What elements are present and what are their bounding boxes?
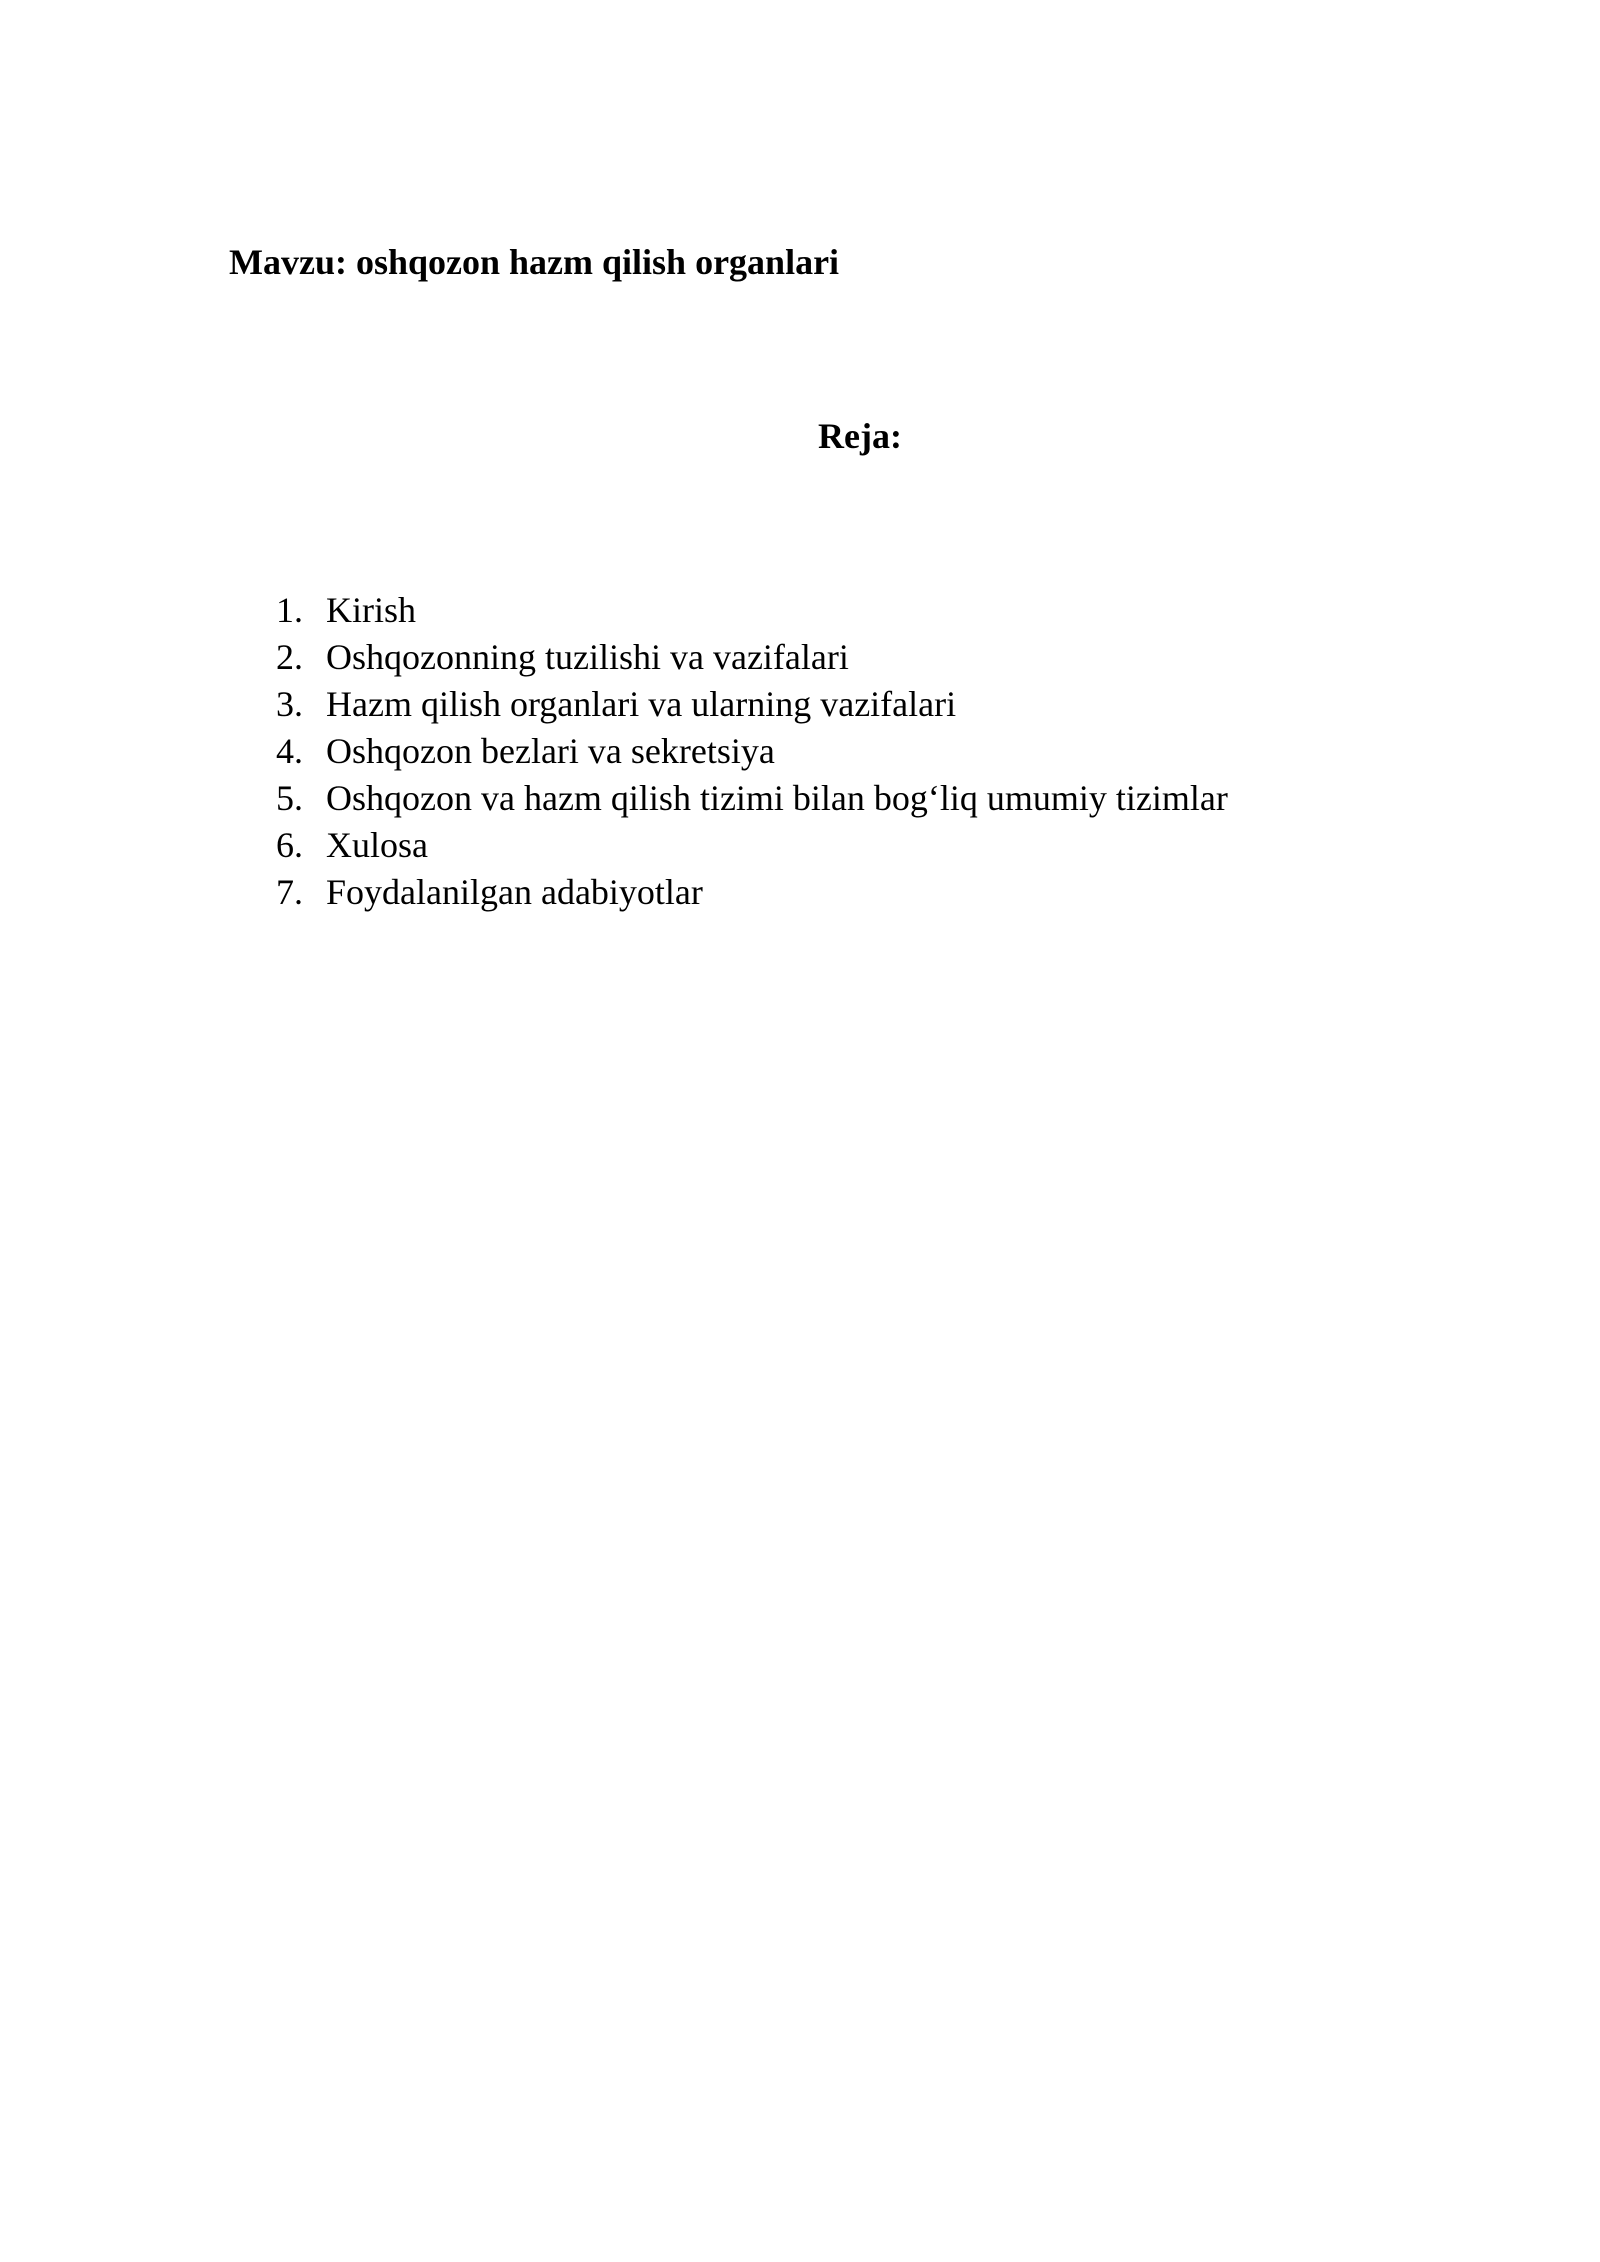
list-item-number: 3. (276, 684, 303, 724)
list-item (276, 775, 1228, 822)
list-item-text: Oshqozonning tuzilishi va vazifalari (326, 637, 849, 677)
list-item (276, 681, 1228, 728)
list-item-text: Hazm qilish organlari va ularning vazifalari (326, 684, 957, 724)
list-item-number: 5. (276, 778, 303, 818)
list-item (276, 634, 1228, 681)
plan-heading: Reja: (818, 416, 902, 456)
list-item-number: 2. (276, 637, 303, 677)
list-item (276, 822, 1228, 869)
list-item-number: 1. (276, 590, 303, 630)
list-item-number: 4. (276, 731, 303, 771)
list-item-text: Oshqozon bezlari va sekretsiya (326, 731, 775, 771)
list-item (276, 587, 1228, 634)
list-item-text: Foydalanilgan adabiyotlar (326, 872, 703, 912)
list-item-text: Oshqozon va hazm qilish tizimi bilan bog‘liq umumiy tizimlar (326, 778, 1228, 818)
plan-list (276, 587, 1228, 916)
list-item-text: Kirish (326, 590, 416, 630)
list-item-text: Xulosa (326, 825, 428, 865)
list-item-number: 7. (276, 872, 303, 912)
document-title: Mavzu: oshqozon hazm qilish organlari (229, 242, 840, 282)
list-item (276, 728, 1228, 775)
list-item (276, 869, 1228, 916)
list-item-number: 6. (276, 825, 303, 865)
